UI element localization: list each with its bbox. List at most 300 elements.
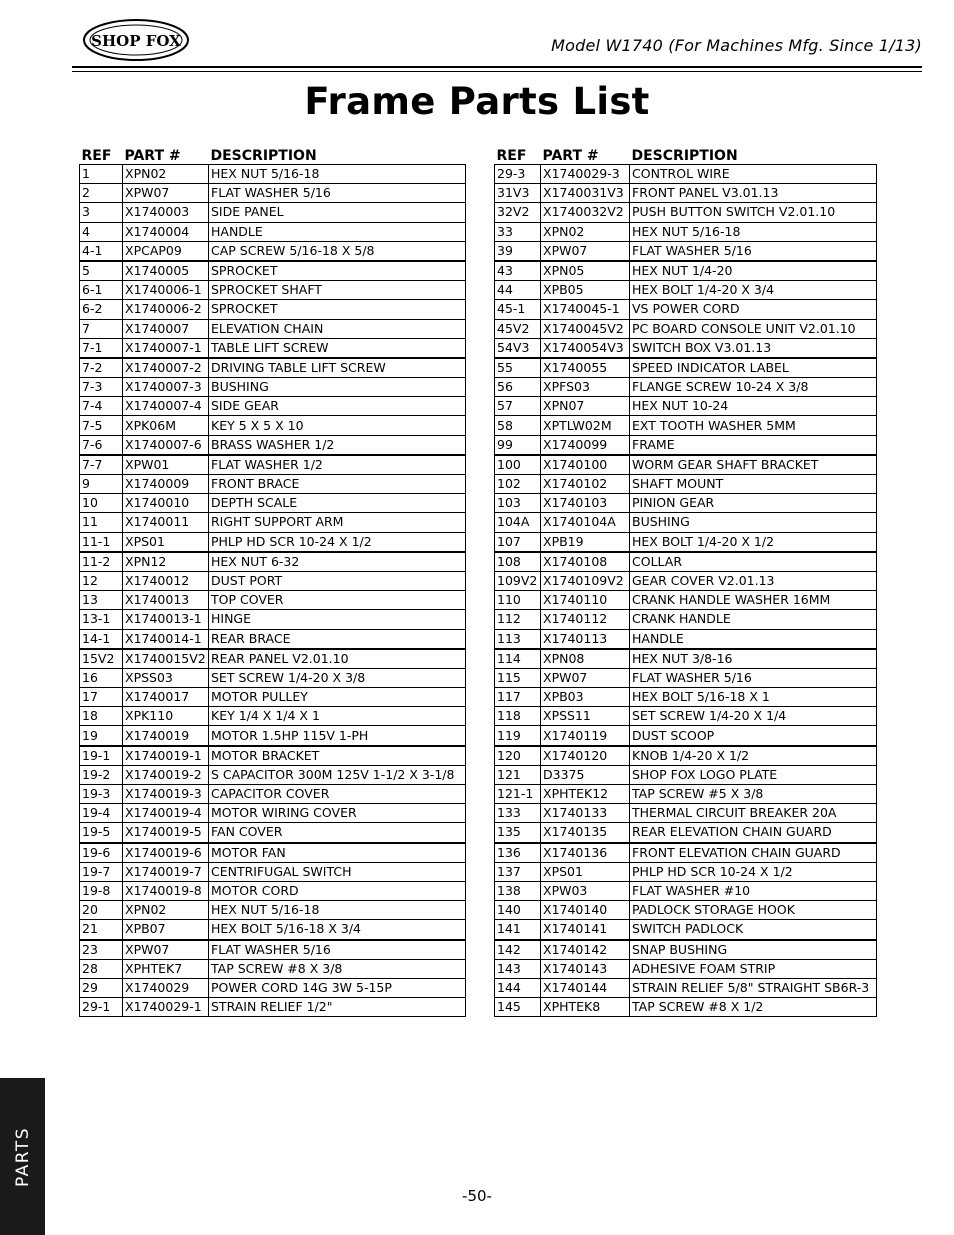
ref-cell: 142 <box>495 940 541 960</box>
part-number-cell: XPHTEK8 <box>541 998 630 1017</box>
description-cell: SPEED INDICATOR LABEL <box>630 358 877 378</box>
part-number-cell: XPFS03 <box>541 378 630 397</box>
description-cell: HEX BOLT 5/16-18 X 1 <box>630 688 877 707</box>
ref-cell: 118 <box>495 707 541 726</box>
table-row <box>80 998 466 1017</box>
part-number-cell: XPS01 <box>541 862 630 881</box>
description-cell: RIGHT SUPPORT ARM <box>209 513 466 532</box>
ref-cell: 140 <box>495 901 541 920</box>
table-row <box>80 338 466 358</box>
description-cell: MOTOR CORD <box>209 881 466 900</box>
part-number-cell: XPW07 <box>541 241 630 261</box>
table-row <box>495 165 877 184</box>
table-row <box>495 668 877 687</box>
ref-cell: 115 <box>495 668 541 687</box>
part-number-cell: X1740136 <box>541 843 630 863</box>
ref-cell: 14-1 <box>80 629 123 649</box>
part-number-cell: X1740012 <box>123 571 209 590</box>
ref-cell: 43 <box>495 261 541 281</box>
description-cell: FRONT BRACE <box>209 475 466 494</box>
description-cell: SHOP FOX LOGO PLATE <box>630 765 877 784</box>
ref-cell: 7-5 <box>80 416 123 435</box>
table-row <box>495 843 877 863</box>
table-row <box>495 765 877 784</box>
part-number-cell: XPN02 <box>123 165 209 184</box>
description-cell: MOTOR WIRING COVER <box>209 804 466 823</box>
description-cell: SWITCH PADLOCK <box>630 920 877 940</box>
part-number-cell: X1740141 <box>541 920 630 940</box>
table-row <box>80 358 466 378</box>
description-cell: HEX NUT 5/16-18 <box>209 165 466 184</box>
table-row <box>495 494 877 513</box>
ref-cell: 17 <box>80 688 123 707</box>
part-number-cell: X1740045-1 <box>541 300 630 319</box>
description-cell: HINGE <box>209 610 466 629</box>
description-cell: COLLAR <box>630 552 877 572</box>
description-cell: SIDE GEAR <box>209 397 466 416</box>
description-cell: MOTOR BRACKET <box>209 746 466 766</box>
ref-cell: 7-2 <box>80 358 123 378</box>
part-number-cell: X1740100 <box>541 455 630 475</box>
table-row <box>495 998 877 1017</box>
part-number-cell: XPW07 <box>123 184 209 203</box>
part-number-cell: X1740006-2 <box>123 300 209 319</box>
ref-cell: 120 <box>495 746 541 766</box>
ref-cell: 114 <box>495 649 541 669</box>
description-cell: SPROCKET <box>209 261 466 281</box>
table-row <box>495 241 877 261</box>
ref-cell: 20 <box>80 901 123 920</box>
table-row <box>495 261 877 281</box>
description-cell: VS POWER CORD <box>630 300 877 319</box>
table-row <box>495 358 877 378</box>
ref-cell: 29 <box>80 978 123 997</box>
parts-table-left <box>79 143 466 1017</box>
description-cell: SHAFT MOUNT <box>630 475 877 494</box>
part-number-cell: X1740007-4 <box>123 397 209 416</box>
ref-cell: 7-7 <box>80 455 123 475</box>
part-number-cell: XPB05 <box>541 281 630 300</box>
table-row <box>80 319 466 338</box>
part-number-cell: XPS01 <box>123 532 209 552</box>
part-number-cell: X1740029-3 <box>541 165 630 184</box>
shop-fox-logo <box>82 18 190 62</box>
description-cell: FRAME <box>630 435 877 455</box>
ref-cell: 138 <box>495 881 541 900</box>
description-cell: BRASS WASHER 1/2 <box>209 435 466 455</box>
ref-cell: 121-1 <box>495 785 541 804</box>
ref-cell: 19-6 <box>80 843 123 863</box>
table-row <box>80 494 466 513</box>
table-row <box>80 435 466 455</box>
ref-cell: 19-5 <box>80 823 123 843</box>
ref-cell: 112 <box>495 610 541 629</box>
ref-cell: 21 <box>80 920 123 940</box>
part-number-cell: X1740108 <box>541 552 630 572</box>
page-number: -50- <box>462 1187 492 1205</box>
table-row <box>80 978 466 997</box>
table-row <box>495 959 877 978</box>
parts-table-right <box>494 143 877 1017</box>
part-number-cell: XPCAP09 <box>123 241 209 261</box>
description-cell: MOTOR FAN <box>209 843 466 863</box>
table-row <box>80 629 466 649</box>
part-number-cell: X1740110 <box>541 591 630 610</box>
description-cell: SET SCREW 1/4-20 X 1/4 <box>630 707 877 726</box>
part-number-cell: X1740113 <box>541 629 630 649</box>
description-cell: FRONT PANEL V3.01.13 <box>630 184 877 203</box>
table-row <box>495 435 877 455</box>
part-number-cell: X1740019-2 <box>123 765 209 784</box>
table-row <box>80 862 466 881</box>
ref-cell: 104A <box>495 513 541 532</box>
table-row <box>495 455 877 475</box>
ref-cell: 28 <box>80 959 123 978</box>
table-row <box>80 261 466 281</box>
ref-cell: 137 <box>495 862 541 881</box>
header-ref: REF <box>496 148 527 164</box>
table-row <box>495 940 877 960</box>
header-part: PART # <box>542 148 599 164</box>
ref-cell: 19-8 <box>80 881 123 900</box>
description-cell: FLAT WASHER 5/16 <box>209 184 466 203</box>
ref-cell: 45V2 <box>495 319 541 338</box>
part-number-cell: X1740031V3 <box>541 184 630 203</box>
part-number-cell: XPSS03 <box>123 668 209 687</box>
ref-cell: 12 <box>80 571 123 590</box>
table-row <box>495 319 877 338</box>
description-cell: SIDE PANEL <box>209 203 466 222</box>
part-number-cell: XPB19 <box>541 532 630 552</box>
description-cell: BUSHING <box>209 378 466 397</box>
description-cell: FLAT WASHER 5/16 <box>209 940 466 960</box>
part-number-cell: XPK110 <box>123 707 209 726</box>
part-number-cell: X1740007-3 <box>123 378 209 397</box>
table-row <box>80 668 466 687</box>
part-number-cell: X1740006-1 <box>123 281 209 300</box>
ref-cell: 102 <box>495 475 541 494</box>
table-row <box>495 222 877 241</box>
part-number-cell: X1740019-4 <box>123 804 209 823</box>
description-cell: TAP SCREW #8 X 1/2 <box>630 998 877 1017</box>
header-part: PART # <box>124 148 181 164</box>
description-cell: PINION GEAR <box>630 494 877 513</box>
table-row <box>495 823 877 843</box>
description-cell: SWITCH BOX V3.01.13 <box>630 338 877 358</box>
ref-cell: 13-1 <box>80 610 123 629</box>
table-row <box>80 184 466 203</box>
part-number-cell: X1740032V2 <box>541 203 630 222</box>
table-row <box>80 281 466 300</box>
ref-cell: 6-1 <box>80 281 123 300</box>
ref-cell: 16 <box>80 668 123 687</box>
part-number-cell: X1740011 <box>123 513 209 532</box>
part-number-cell: X1740019-7 <box>123 862 209 881</box>
ref-cell: 19-2 <box>80 765 123 784</box>
table-row <box>80 688 466 707</box>
part-number-cell: XPN05 <box>541 261 630 281</box>
description-cell: ADHESIVE FOAM STRIP <box>630 959 877 978</box>
description-cell: S CAPACITOR 300M 125V 1-1/2 X 3-1/8 <box>209 765 466 784</box>
table-row <box>80 765 466 784</box>
ref-cell: 6-2 <box>80 300 123 319</box>
ref-cell: 4-1 <box>80 241 123 261</box>
description-cell: POWER CORD 14G 3W 5-15P <box>209 978 466 997</box>
ref-cell: 4 <box>80 222 123 241</box>
part-number-cell: X1740055 <box>541 358 630 378</box>
part-number-cell: X1740112 <box>541 610 630 629</box>
part-number-cell: XPW01 <box>123 455 209 475</box>
description-cell: GEAR COVER V2.01.13 <box>630 571 877 590</box>
header-rule-thick <box>72 66 922 68</box>
side-tab-label: PARTS <box>12 1126 33 1187</box>
header-ref: REF <box>81 148 112 164</box>
table-row <box>495 513 877 532</box>
ref-cell: 99 <box>495 435 541 455</box>
ref-cell: 2 <box>80 184 123 203</box>
description-cell: KNOB 1/4-20 X 1/2 <box>630 746 877 766</box>
page-title: Frame Parts List <box>304 80 650 123</box>
part-number-cell: X1740009 <box>123 475 209 494</box>
description-cell: DEPTH SCALE <box>209 494 466 513</box>
description-cell: REAR ELEVATION CHAIN GUARD <box>630 823 877 843</box>
description-cell: SNAP BUSHING <box>630 940 877 960</box>
ref-cell: 23 <box>80 940 123 960</box>
table-row <box>80 901 466 920</box>
ref-cell: 113 <box>495 629 541 649</box>
table-row <box>80 475 466 494</box>
ref-cell: 56 <box>495 378 541 397</box>
ref-cell: 7-6 <box>80 435 123 455</box>
table-row <box>80 881 466 900</box>
part-number-cell: D3375 <box>541 765 630 784</box>
ref-cell: 103 <box>495 494 541 513</box>
part-number-cell: X1740143 <box>541 959 630 978</box>
description-cell: HEX BOLT 1/4-20 X 1/2 <box>630 532 877 552</box>
part-number-cell: XPB03 <box>541 688 630 707</box>
description-cell: PHLP HD SCR 10-24 X 1/2 <box>209 532 466 552</box>
part-number-cell: X1740017 <box>123 688 209 707</box>
ref-cell: 121 <box>495 765 541 784</box>
description-cell: WORM GEAR SHAFT BRACKET <box>630 455 877 475</box>
table-row <box>495 920 877 940</box>
description-cell: DRIVING TABLE LIFT SCREW <box>209 358 466 378</box>
part-number-cell: X1740029 <box>123 978 209 997</box>
part-number-cell: XPB07 <box>123 920 209 940</box>
part-number-cell: X1740019-8 <box>123 881 209 900</box>
table-row <box>495 571 877 590</box>
part-number-cell: X1740099 <box>541 435 630 455</box>
part-number-cell: X1740004 <box>123 222 209 241</box>
model-title: Model W1740 (For Machines Mfg. Since 1/13) <box>551 36 922 55</box>
description-cell: HEX NUT 5/16-18 <box>630 222 877 241</box>
table-row <box>80 940 466 960</box>
part-number-cell: X1740005 <box>123 261 209 281</box>
part-number-cell: XPSS11 <box>541 707 630 726</box>
description-cell: FLAT WASHER 5/16 <box>630 668 877 687</box>
description-cell: SPROCKET <box>209 300 466 319</box>
table-row <box>80 610 466 629</box>
table-row <box>80 222 466 241</box>
description-cell: TABLE LIFT SCREW <box>209 338 466 358</box>
description-cell: HEX NUT 6-32 <box>209 552 466 572</box>
part-number-cell: X1740133 <box>541 804 630 823</box>
part-number-cell: XPHTEK7 <box>123 959 209 978</box>
description-cell: REAR PANEL V2.01.10 <box>209 649 466 669</box>
part-number-cell: XPN07 <box>541 397 630 416</box>
description-cell: FLAT WASHER 1/2 <box>209 455 466 475</box>
description-cell: CENTRIFUGAL SWITCH <box>209 862 466 881</box>
ref-cell: 110 <box>495 591 541 610</box>
ref-cell: 31V3 <box>495 184 541 203</box>
ref-cell: 109V2 <box>495 571 541 590</box>
ref-cell: 119 <box>495 726 541 746</box>
ref-cell: 58 <box>495 416 541 435</box>
table-row <box>495 416 877 435</box>
ref-cell: 15V2 <box>80 649 123 669</box>
part-number-cell: X1740144 <box>541 978 630 997</box>
ref-cell: 144 <box>495 978 541 997</box>
description-cell: SPROCKET SHAFT <box>209 281 466 300</box>
ref-cell: 29-1 <box>80 998 123 1017</box>
description-cell: FAN COVER <box>209 823 466 843</box>
part-number-cell: X1740019-3 <box>123 785 209 804</box>
table-row <box>80 746 466 766</box>
description-cell: FRONT ELEVATION CHAIN GUARD <box>630 843 877 863</box>
part-number-cell: X1740054V3 <box>541 338 630 358</box>
part-number-cell: X1740014-1 <box>123 629 209 649</box>
ref-cell: 117 <box>495 688 541 707</box>
ref-cell: 5 <box>80 261 123 281</box>
description-cell: CONTROL WIRE <box>630 165 877 184</box>
ref-cell: 44 <box>495 281 541 300</box>
table-row <box>80 843 466 863</box>
ref-cell: 32V2 <box>495 203 541 222</box>
table-row <box>80 397 466 416</box>
description-cell: STRAIN RELIEF 1/2" <box>209 998 466 1017</box>
description-cell: FLAT WASHER #10 <box>630 881 877 900</box>
table-row <box>495 610 877 629</box>
part-number-cell: X1740103 <box>541 494 630 513</box>
description-cell: FLANGE SCREW 10-24 X 3/8 <box>630 378 877 397</box>
table-row <box>80 571 466 590</box>
ref-cell: 135 <box>495 823 541 843</box>
description-cell: HEX BOLT 1/4-20 X 3/4 <box>630 281 877 300</box>
table-row <box>80 591 466 610</box>
description-cell: MOTOR PULLEY <box>209 688 466 707</box>
part-number-cell: X1740013-1 <box>123 610 209 629</box>
table-row <box>495 785 877 804</box>
ref-cell: 9 <box>80 475 123 494</box>
ref-cell: 19-4 <box>80 804 123 823</box>
ref-cell: 143 <box>495 959 541 978</box>
description-cell: CRANK HANDLE <box>630 610 877 629</box>
part-number-cell: XPTLW02M <box>541 416 630 435</box>
table-row <box>80 203 466 222</box>
description-cell: HEX NUT 5/16-18 <box>209 901 466 920</box>
table-row <box>495 552 877 572</box>
description-cell: DUST PORT <box>209 571 466 590</box>
table-row <box>80 552 466 572</box>
table-row <box>80 532 466 552</box>
header-description: DESCRIPTION <box>631 148 738 164</box>
table-row <box>495 688 877 707</box>
ref-cell: 100 <box>495 455 541 475</box>
ref-cell: 18 <box>80 707 123 726</box>
description-cell: CAP SCREW 5/16-18 X 5/8 <box>209 241 466 261</box>
description-cell: TOP COVER <box>209 591 466 610</box>
table-row <box>80 959 466 978</box>
table-row <box>80 707 466 726</box>
ref-cell: 10 <box>80 494 123 513</box>
description-cell: HEX NUT 1/4-20 <box>630 261 877 281</box>
description-cell: SET SCREW 1/4-20 X 3/8 <box>209 668 466 687</box>
ref-cell: 19-7 <box>80 862 123 881</box>
description-cell: KEY 5 X 5 X 10 <box>209 416 466 435</box>
table-row <box>80 785 466 804</box>
description-cell: PUSH BUTTON SWITCH V2.01.10 <box>630 203 877 222</box>
part-number-cell: X1740119 <box>541 726 630 746</box>
part-number-cell: XPN12 <box>123 552 209 572</box>
ref-cell: 13 <box>80 591 123 610</box>
table-row <box>495 804 877 823</box>
part-number-cell: XPN02 <box>123 901 209 920</box>
part-number-cell: X1740007 <box>123 319 209 338</box>
part-number-cell: X1740140 <box>541 901 630 920</box>
table-row <box>80 726 466 746</box>
description-cell: TAP SCREW #8 X 3/8 <box>209 959 466 978</box>
part-number-cell: X1740010 <box>123 494 209 513</box>
ref-cell: 45-1 <box>495 300 541 319</box>
table-row <box>80 241 466 261</box>
table-row <box>495 629 877 649</box>
table-row <box>495 281 877 300</box>
ref-cell: 33 <box>495 222 541 241</box>
description-cell: BUSHING <box>630 513 877 532</box>
ref-cell: 133 <box>495 804 541 823</box>
description-cell: EXT TOOTH WASHER 5MM <box>630 416 877 435</box>
part-number-cell: X1740007-2 <box>123 358 209 378</box>
ref-cell: 7-1 <box>80 338 123 358</box>
description-cell: PHLP HD SCR 10-24 X 1/2 <box>630 862 877 881</box>
description-cell: THERMAL CIRCUIT BREAKER 20A <box>630 804 877 823</box>
table-row <box>495 475 877 494</box>
ref-cell: 39 <box>495 241 541 261</box>
table-row <box>495 978 877 997</box>
table-row <box>495 532 877 552</box>
part-number-cell: XPK06M <box>123 416 209 435</box>
table-row <box>80 649 466 669</box>
table-row <box>80 513 466 532</box>
ref-cell: 11-1 <box>80 532 123 552</box>
description-cell: DUST SCOOP <box>630 726 877 746</box>
part-number-cell: XPHTEK12 <box>541 785 630 804</box>
table-row <box>80 300 466 319</box>
ref-cell: 7-3 <box>80 378 123 397</box>
ref-cell: 54V3 <box>495 338 541 358</box>
part-number-cell: X1740007-1 <box>123 338 209 358</box>
part-number-cell: XPW07 <box>123 940 209 960</box>
part-number-cell: X1740142 <box>541 940 630 960</box>
ref-cell: 55 <box>495 358 541 378</box>
table-row <box>80 455 466 475</box>
part-number-cell: X1740045V2 <box>541 319 630 338</box>
table-row <box>80 378 466 397</box>
ref-cell: 11 <box>80 513 123 532</box>
logo-text: SHOP FOX <box>91 32 181 50</box>
part-number-cell: X1740019-5 <box>123 823 209 843</box>
ref-cell: 57 <box>495 397 541 416</box>
